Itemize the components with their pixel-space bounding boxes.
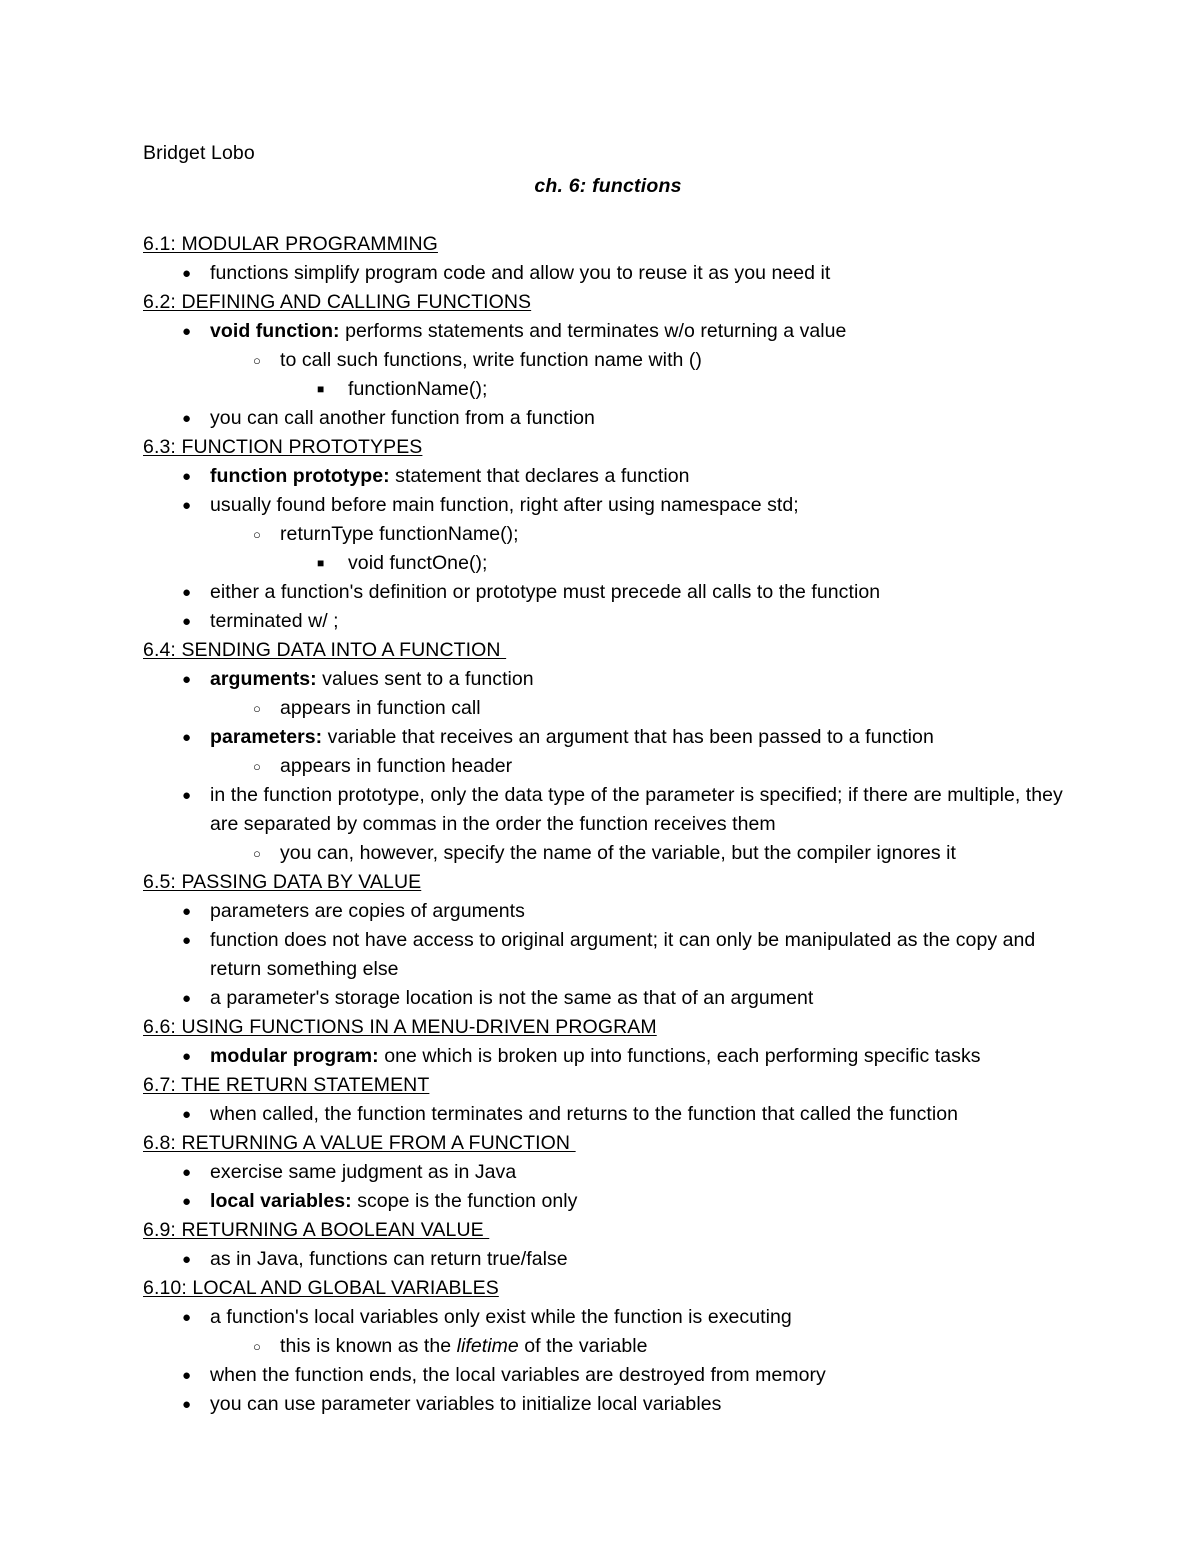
list-item (143, 1245, 1073, 1274)
bullet-circle-icon: ○ (253, 527, 261, 542)
section-heading (143, 636, 1073, 665)
list-item-body: when called, the function terminates and returns to the function that called the function (210, 1103, 959, 1125)
list-item-body: you can, however, specify the name of the variable, but the compiler ignores it (280, 842, 956, 864)
bullet-disc-icon: ● (182, 729, 192, 746)
list-item (143, 1303, 1073, 1332)
bullet-disc-icon: ● (182, 1048, 192, 1065)
section-heading-text: 6.4: SENDING DATA INTO A FUNCTION (143, 639, 507, 661)
list-item-body: either a function's definition or prototype must precede all calls to the function (210, 581, 881, 603)
list-item-body: functions simplify program code and allow you to reuse it as you need it (210, 262, 831, 284)
bullet-square-icon: ■ (317, 556, 325, 570)
bullet-disc-icon: ● (182, 1106, 192, 1123)
list-item (143, 839, 1073, 868)
list-item-text (210, 900, 525, 922)
list-item (143, 404, 1073, 433)
section-heading (143, 1274, 1073, 1303)
list-item (143, 723, 1073, 752)
bullet-circle-icon: ○ (253, 1339, 261, 1354)
bullet-circle-icon: ○ (253, 846, 261, 861)
section-heading-text: 6.3: FUNCTION PROTOTYPES (143, 436, 423, 458)
bullet-disc-icon: ● (182, 1396, 192, 1413)
list-item-body: returnType functionName(); (280, 523, 519, 545)
list-item (143, 491, 1073, 520)
list-item-body: appears in function call (280, 697, 481, 719)
list-item-text (210, 610, 339, 632)
section-heading-text: 6.5: PASSING DATA BY VALUE (143, 871, 422, 893)
page-title: ch. 6: functions (534, 175, 682, 197)
list-item-term: parameters: (210, 726, 323, 748)
list-item-text (210, 784, 1063, 835)
list-item (143, 346, 1073, 375)
list-item (143, 607, 1073, 636)
list-item-body: values sent to a function (322, 668, 534, 690)
section-heading-text: 6.7: THE RETURN STATEMENT (143, 1074, 430, 1096)
section-heading-text: 6.6: USING FUNCTIONS IN A MENU-DRIVEN PROGRAM (143, 1016, 657, 1038)
list-item (143, 1100, 1073, 1129)
list-item-text: this is known as the lifetime of the variable (280, 1335, 648, 1357)
list-item-text (280, 697, 481, 719)
section-heading-text: 6.8: RETURNING A VALUE FROM A FUNCTION (143, 1132, 576, 1154)
list-item-text (210, 407, 595, 429)
bullet-disc-icon: ● (182, 1309, 192, 1326)
list-item-body: scope is the function only (357, 1190, 578, 1212)
section-heading-text: 6.10: LOCAL AND GLOBAL VARIABLES (143, 1277, 499, 1299)
list-item (143, 1361, 1073, 1390)
list-item-text (348, 378, 487, 400)
list-item-text (210, 494, 799, 516)
list-item-text (210, 1045, 981, 1067)
bullet-disc-icon: ● (182, 787, 192, 804)
bullet-disc-icon: ● (182, 410, 192, 427)
list-item-text (210, 465, 690, 487)
section-heading-text: 6.2: DEFINING AND CALLING FUNCTIONS (143, 291, 532, 313)
list-item-text (210, 1190, 577, 1212)
list-item (143, 549, 1073, 578)
list-item-body: in the function prototype, only the data type of the parameter is specified; if there are multiple, they are separated by commas in the order the function receives them (210, 784, 1063, 835)
list-item-body: to call such functions, write function name with () (280, 349, 702, 371)
bullet-disc-icon: ● (182, 990, 192, 1007)
section-heading (143, 1129, 1073, 1158)
list-item-body: functionName(); (348, 378, 488, 400)
list-item-body: exercise same judgment as in Java (210, 1161, 517, 1183)
bullet-disc-icon: ● (182, 903, 192, 920)
list-item-body: a parameter's storage location is not the same as that of an argument (210, 987, 814, 1009)
list-item-text (280, 755, 512, 777)
list-item-text (210, 1393, 721, 1415)
list-item-text (210, 1364, 826, 1386)
list-item (143, 1042, 1073, 1071)
bullet-disc-icon: ● (182, 323, 192, 340)
list-item (143, 520, 1073, 549)
section-heading (143, 1216, 1073, 1245)
list-item-body: void functOne(); (348, 552, 488, 574)
list-item-text (280, 523, 519, 545)
list-item-text (210, 726, 934, 748)
list-item-body: parameters are copies of arguments (210, 900, 525, 922)
bullet-disc-icon: ● (182, 613, 192, 630)
bullet-disc-icon: ● (182, 932, 192, 949)
list-item-body: statement that declares a function (395, 465, 690, 487)
list-item (143, 578, 1073, 607)
list-item-text (210, 1306, 792, 1328)
list-item-emphasis: lifetime (456, 1335, 519, 1357)
list-item (143, 1187, 1073, 1216)
bullet-circle-icon: ○ (253, 701, 261, 716)
list-item-body: when the function ends, the local variables are destroyed from memory (210, 1364, 826, 1386)
bullet-disc-icon: ● (182, 1251, 192, 1268)
section-heading-text: 6.9: RETURNING A BOOLEAN VALUE (143, 1219, 490, 1241)
list-item-body: a function's local variables only exist while the function is executing (210, 1306, 792, 1328)
list-item-text (210, 1161, 516, 1183)
list-item-term: local variables: (210, 1190, 352, 1212)
list-item-text (210, 668, 534, 690)
section-heading-text: 6.1: MODULAR PROGRAMMING (143, 233, 438, 255)
list-item (143, 1390, 1073, 1419)
bullet-disc-icon: ● (182, 497, 192, 514)
list-item (143, 781, 1073, 839)
list-item (143, 897, 1073, 926)
sections-container (143, 230, 1073, 1419)
list-item (143, 694, 1073, 723)
bullet-disc-icon: ● (182, 265, 192, 282)
list-item-body: one which is broken up into functions, each performing specific tasks (384, 1045, 981, 1067)
list-item-body: usually found before main function, right after using namespace std; (210, 494, 799, 516)
list-item-term: arguments: (210, 668, 317, 690)
list-item-body: performs statements and terminates w/o returning a value (345, 320, 847, 342)
section-heading (143, 1013, 1073, 1042)
list-item-body: as in Java, functions can return true/false (210, 1248, 568, 1270)
bullet-circle-icon: ○ (253, 353, 261, 368)
title-spacer (143, 201, 1073, 230)
section-heading (143, 433, 1073, 462)
list-item-text (210, 929, 1035, 980)
bullet-disc-icon: ● (182, 1164, 192, 1181)
bullet-disc-icon: ● (182, 1367, 192, 1384)
list-item (143, 752, 1073, 781)
list-item (143, 665, 1073, 694)
section-heading (143, 288, 1073, 317)
list-item-body: appears in function header (280, 755, 513, 777)
list-item (143, 1158, 1073, 1187)
list-item-body: you can call another function from a function (210, 407, 595, 429)
list-item (143, 462, 1073, 491)
list-item-text (210, 581, 880, 603)
bullet-square-icon: ■ (317, 382, 325, 396)
document-body (143, 139, 1073, 1419)
list-item (143, 1332, 1073, 1361)
list-item-text (210, 987, 813, 1009)
section-heading (143, 230, 1073, 259)
list-item-text (280, 349, 702, 371)
list-item-text (348, 552, 488, 574)
bullet-disc-icon: ● (182, 1193, 192, 1210)
list-item-body: terminated w/ ; (210, 610, 339, 632)
section-heading (143, 868, 1073, 897)
list-item-body: you can use parameter variables to initialize local variables (210, 1393, 722, 1415)
author-name: Bridget Lobo (143, 142, 255, 164)
list-item-text (280, 842, 956, 864)
list-item-term: modular program: (210, 1045, 379, 1067)
bullet-disc-icon: ● (182, 584, 192, 601)
bullet-circle-icon: ○ (253, 759, 261, 774)
list-item-text (210, 1248, 568, 1270)
list-item (143, 259, 1073, 288)
section-heading (143, 1071, 1073, 1100)
list-item-term: void function: (210, 320, 340, 342)
list-item (143, 926, 1073, 984)
list-item (143, 375, 1073, 404)
list-item-body: function does not have access to original argument; it can only be manipulated as the copy and return something else (210, 929, 1036, 980)
list-item-term: function prototype: (210, 465, 390, 487)
list-item-text (210, 320, 846, 342)
list-item (143, 317, 1073, 346)
bullet-disc-icon: ● (182, 468, 192, 485)
list-item-text (210, 262, 830, 284)
list-item (143, 984, 1073, 1013)
list-item-body: variable that receives an argument that has been passed to a function (327, 726, 934, 748)
bullet-disc-icon: ● (182, 671, 192, 688)
list-item-text (210, 1103, 958, 1125)
